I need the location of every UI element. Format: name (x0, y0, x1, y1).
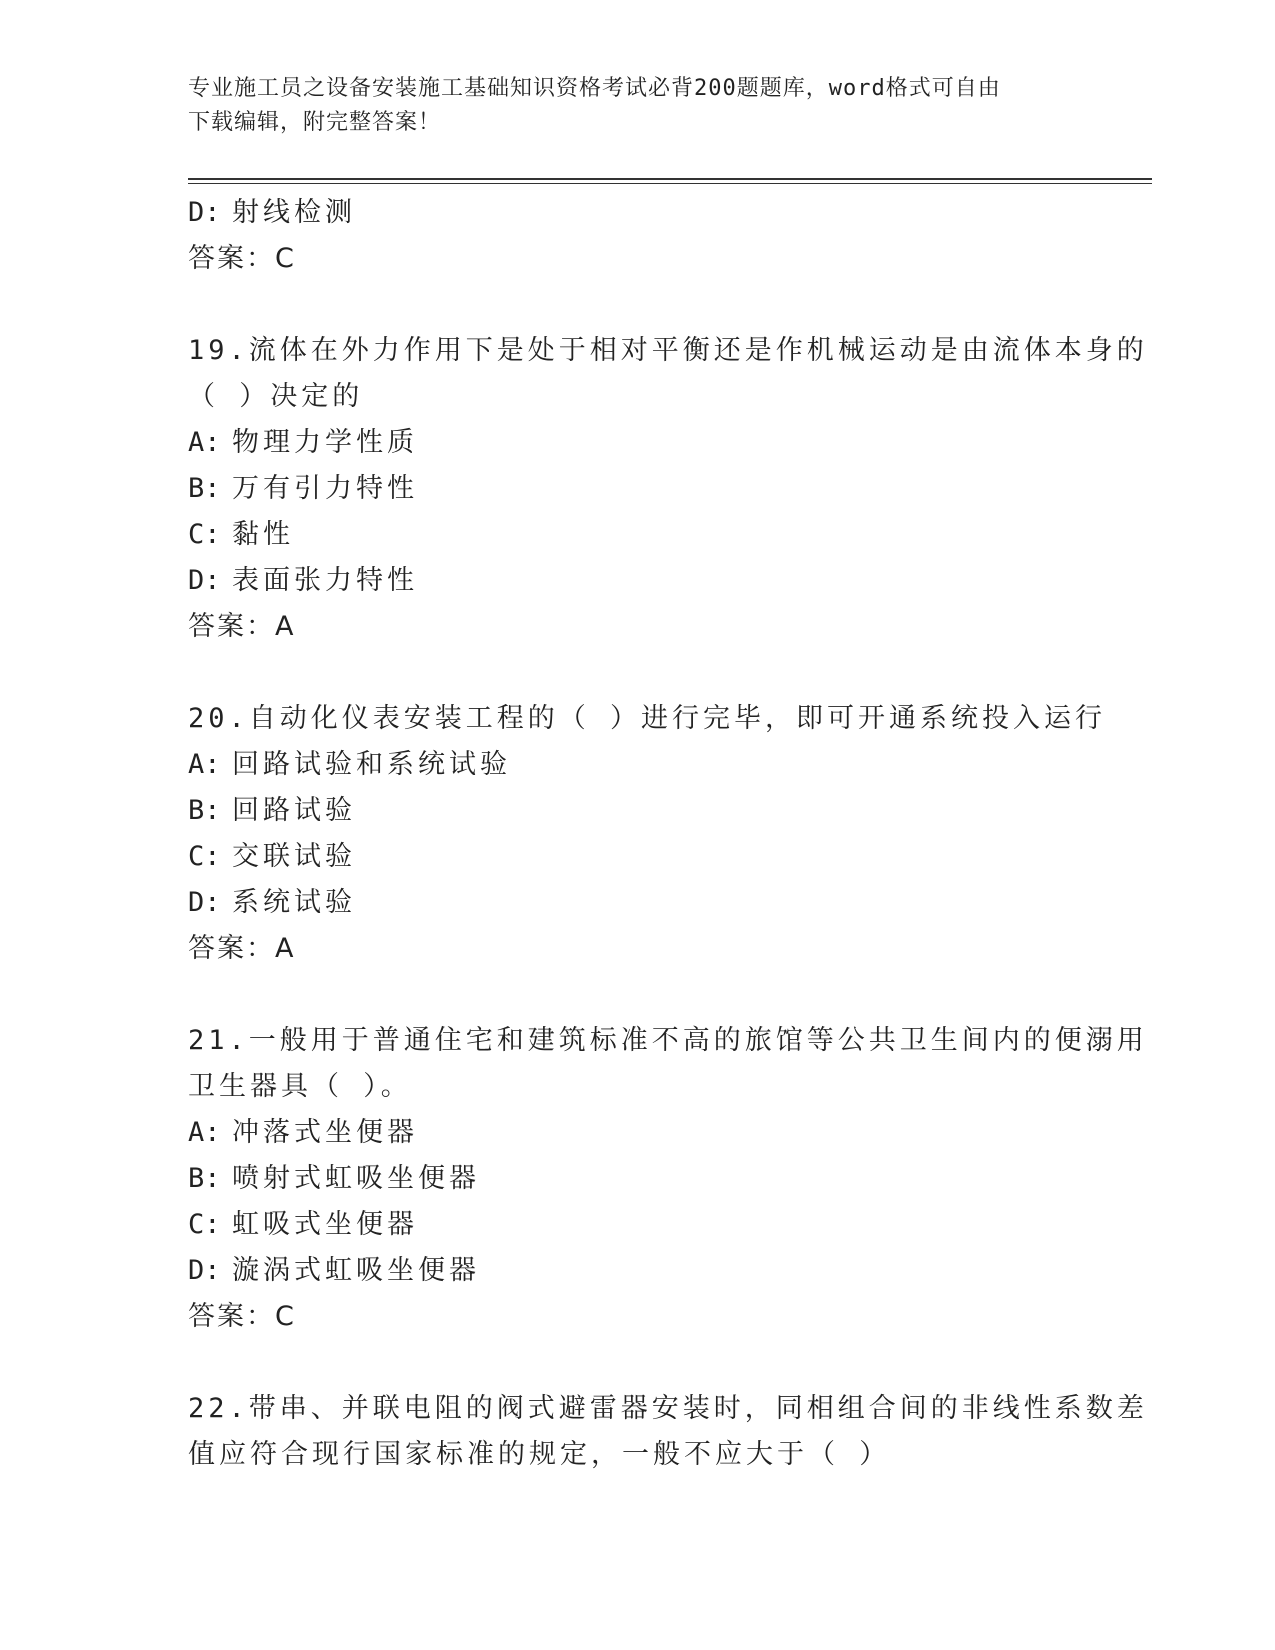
answer-line: 答案：C (188, 1301, 296, 1332)
option-label: C: (188, 841, 221, 872)
option-d (188, 558, 1088, 604)
option-b (188, 466, 1088, 512)
option-label: C: (188, 1209, 221, 1240)
option-text: 射线检测 (232, 197, 356, 228)
option-d (188, 1248, 1088, 1294)
question-stem: 20.自动化仪表安装工程的（ ）进行完毕，即可开通系统投入运行 (188, 703, 1107, 734)
question-stem: （ ）决定的 (188, 381, 364, 412)
option-label: D: (188, 565, 221, 596)
header-line-1: 专业施工员之设备安装施工基础知识资格考试必背200题题库，word格式可自由 (188, 76, 1001, 101)
option-text: 漩涡式虹吸坐便器 (232, 1255, 480, 1286)
option-label: A: (188, 1117, 221, 1148)
option-a (188, 420, 1088, 466)
question-stem: 22.带串、并联电阻的阀式避雷器安装时，同相组合间的非线性系数差 (188, 1393, 1148, 1424)
option-label: A: (188, 749, 221, 780)
option-text: 系统试验 (232, 887, 356, 918)
option-text: 回路试验和系统试验 (232, 749, 511, 780)
option-c (188, 1202, 1088, 1248)
option-text: 表面张力特性 (232, 565, 418, 596)
question-stem: 19.流体在外力作用下是处于相对平衡还是作机械运动是由流体本身的 (188, 335, 1148, 366)
option-c (188, 512, 1088, 558)
option-label: D: (188, 887, 221, 918)
option-text: 喷射式虹吸坐便器 (232, 1163, 480, 1194)
header-line-2: 下载编辑，附完整答案！ (188, 110, 442, 135)
answer-line: 答案：A (188, 933, 296, 964)
option-text: 万有引力特性 (232, 473, 418, 504)
option-text: 黏性 (232, 519, 294, 550)
header-divider-thick (188, 178, 1152, 180)
question-stem: 卫生器具（ ）。 (188, 1071, 412, 1102)
option-c (188, 834, 1088, 880)
question-content (188, 190, 1148, 1478)
question-22 (188, 1386, 1148, 1478)
option-a (188, 742, 1088, 788)
option-label: D: (188, 197, 221, 228)
question-stem: 值应符合现行国家标准的规定，一般不应大于（ ） (188, 1439, 891, 1470)
answer-line: 答案：C (188, 243, 296, 274)
option-label: C: (188, 519, 221, 550)
page-header (188, 72, 1068, 140)
option-b (188, 1156, 1088, 1202)
header-divider-thin (188, 183, 1152, 184)
option-text: 冲落式坐便器 (232, 1117, 418, 1148)
option-label: B: (188, 1163, 221, 1194)
option-d (188, 190, 1088, 236)
question-20 (188, 696, 1107, 972)
option-text: 回路试验 (232, 795, 356, 826)
option-a (188, 1110, 1088, 1156)
option-b (188, 788, 1088, 834)
option-d (188, 880, 1088, 926)
answer-line: 答案：A (188, 611, 296, 642)
option-label: B: (188, 473, 221, 504)
option-text: 虹吸式坐便器 (232, 1209, 418, 1240)
question-21 (188, 1018, 1148, 1340)
option-text: 交联试验 (232, 841, 356, 872)
question-stem: 21.一般用于普通住宅和建筑标准不高的旅馆等公共卫生间内的便溺用 (188, 1025, 1148, 1056)
question-19 (188, 328, 1148, 650)
option-label: B: (188, 795, 221, 826)
option-label: A: (188, 427, 221, 458)
option-text: 物理力学性质 (232, 427, 418, 458)
option-label: D: (188, 1255, 221, 1286)
